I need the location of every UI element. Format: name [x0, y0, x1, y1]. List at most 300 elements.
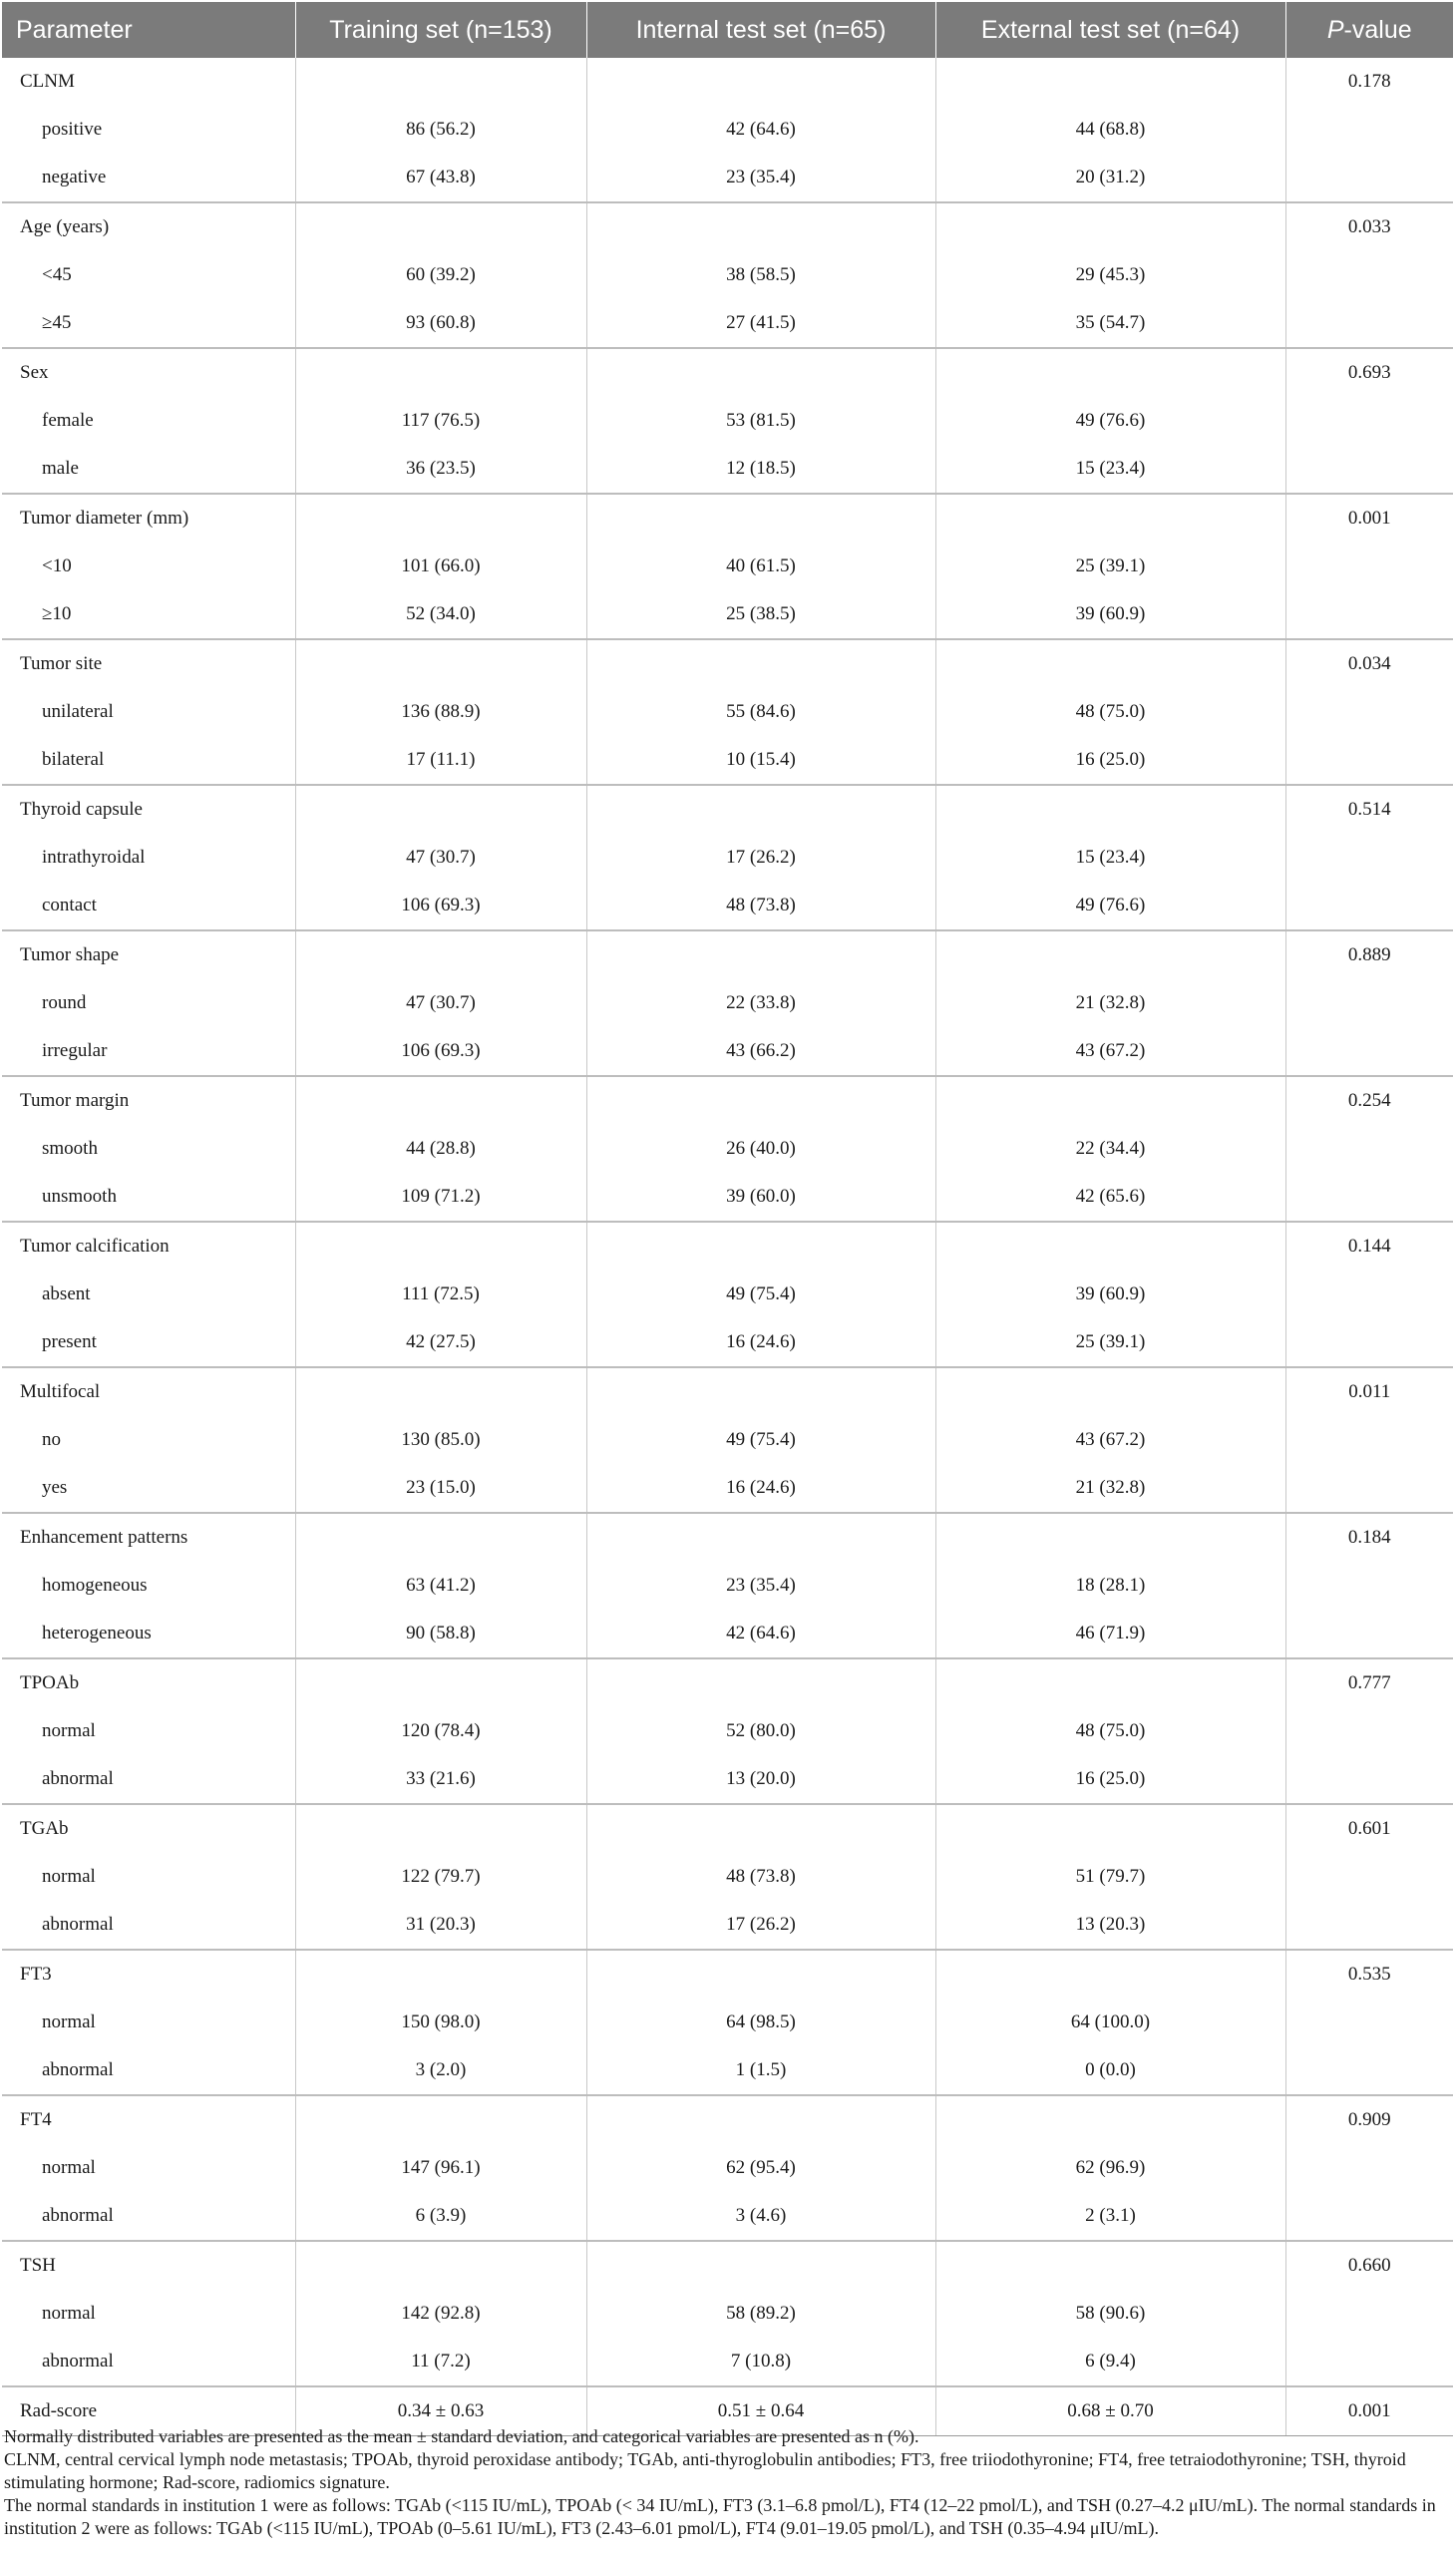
- table-row-subcategory: [2, 397, 1453, 445]
- cell-training: 42 (27.5): [295, 1318, 586, 1367]
- table-row-subcategory: [2, 2144, 1453, 2192]
- cell-training: [295, 930, 586, 979]
- cell-external: 39 (60.9): [935, 590, 1285, 639]
- cell-external: [935, 494, 1285, 543]
- cell-external: [935, 202, 1285, 251]
- cell-training: 6 (3.9): [295, 2192, 586, 2241]
- cell-p-value: 0.889: [1285, 930, 1453, 979]
- table-row-subcategory: [2, 1027, 1453, 1076]
- table-row-category: [2, 1513, 1453, 1562]
- cell-parameter: Age (years): [2, 202, 295, 251]
- cell-parameter: Enhancement patterns: [2, 1513, 295, 1562]
- table-row-subcategory: [2, 2338, 1453, 2386]
- table-row-subcategory: [2, 2192, 1453, 2241]
- cell-internal: [586, 202, 935, 251]
- cell-internal: 64 (98.5): [586, 1999, 935, 2046]
- table-row-category: [2, 2241, 1453, 2290]
- cell-external: 15 (23.4): [935, 445, 1285, 494]
- cell-parameter: Multifocal: [2, 1367, 295, 1416]
- cell-internal: 23 (35.4): [586, 1562, 935, 1610]
- cell-internal: 52 (80.0): [586, 1707, 935, 1755]
- table-row-subcategory: [2, 1464, 1453, 1513]
- cell-p-value: 0.535: [1285, 1950, 1453, 1999]
- table-row-category: [2, 1804, 1453, 1853]
- cell-training: 60 (39.2): [295, 251, 586, 299]
- cell-training: 17 (11.1): [295, 736, 586, 785]
- cell-training: 109 (71.2): [295, 1173, 586, 1222]
- cell-parameter: FT4: [2, 2095, 295, 2144]
- cell-p-value: [1285, 1416, 1453, 1464]
- cell-parameter: male: [2, 445, 295, 494]
- cell-training: 111 (72.5): [295, 1271, 586, 1318]
- cell-external: 2 (3.1): [935, 2192, 1285, 2241]
- cell-p-value: [1285, 2338, 1453, 2386]
- cell-p-value: [1285, 397, 1453, 445]
- cell-p-value: 0.001: [1285, 494, 1453, 543]
- footnote-2: CLNM, central cervical lymph node metastasis; TPOAb, thyroid peroxidase antibody; TGAb, anti-thyroglobulin antibodies; FT3, free triiodothyronine; FT4, free tetraiodothyronine; TSH, thyroid stimulating hormone; Rad-score, radiomics signature.: [4, 2449, 1406, 2492]
- table-row-subcategory: [2, 1416, 1453, 1464]
- cell-training: 47 (30.7): [295, 834, 586, 882]
- table-row-subcategory: [2, 1610, 1453, 1658]
- cell-training: 67 (43.8): [295, 154, 586, 202]
- cell-training: 0.34 ± 0.63: [295, 2386, 586, 2436]
- cell-internal: [586, 1658, 935, 1707]
- cell-internal: 3 (4.6): [586, 2192, 935, 2241]
- cell-internal: 23 (35.4): [586, 154, 935, 202]
- cell-external: [935, 2095, 1285, 2144]
- table-row-subcategory: [2, 106, 1453, 154]
- cell-internal: 38 (58.5): [586, 251, 935, 299]
- cell-external: [935, 58, 1285, 106]
- cell-external: [935, 2241, 1285, 2290]
- cell-external: [935, 930, 1285, 979]
- table-row-subcategory: [2, 445, 1453, 494]
- cell-parameter: no: [2, 1416, 295, 1464]
- cell-training: 52 (34.0): [295, 590, 586, 639]
- cell-internal: [586, 1367, 935, 1416]
- cell-external: [935, 1076, 1285, 1125]
- cell-parameter: TPOAb: [2, 1658, 295, 1707]
- cell-parameter: Tumor diameter (mm): [2, 494, 295, 543]
- cell-p-value: 0.693: [1285, 348, 1453, 397]
- cell-p-value: [1285, 299, 1453, 348]
- table-row-category: [2, 202, 1453, 251]
- cell-internal: [586, 1804, 935, 1853]
- cell-external: 46 (71.9): [935, 1610, 1285, 1658]
- table-row-subcategory: [2, 1125, 1453, 1173]
- cell-training: 120 (78.4): [295, 1707, 586, 1755]
- cell-training: 101 (66.0): [295, 543, 586, 590]
- cell-parameter: normal: [2, 2290, 295, 2338]
- cell-p-value: [1285, 2192, 1453, 2241]
- header-p-italic: P: [1326, 15, 1344, 44]
- cell-internal: 58 (89.2): [586, 2290, 935, 2338]
- cell-external: [935, 639, 1285, 688]
- cell-internal: 62 (95.4): [586, 2144, 935, 2192]
- cell-internal: 43 (66.2): [586, 1027, 935, 1076]
- cell-internal: 13 (20.0): [586, 1755, 935, 1804]
- cell-internal: [586, 2241, 935, 2290]
- cell-external: 64 (100.0): [935, 1999, 1285, 2046]
- table-row-subcategory: [2, 2290, 1453, 2338]
- cell-parameter: Thyroid capsule: [2, 785, 295, 834]
- cell-internal: 1 (1.5): [586, 2046, 935, 2095]
- cell-internal: 0.51 ± 0.64: [586, 2386, 935, 2436]
- cell-external: 16 (25.0): [935, 1755, 1285, 1804]
- cell-p-value: [1285, 834, 1453, 882]
- cell-external: 25 (39.1): [935, 1318, 1285, 1367]
- table-row-subcategory: [2, 979, 1453, 1027]
- cell-training: [295, 2095, 586, 2144]
- cell-p-value: [1285, 1610, 1453, 1658]
- cell-external: 15 (23.4): [935, 834, 1285, 882]
- cell-external: 42 (65.6): [935, 1173, 1285, 1222]
- cell-training: [295, 348, 586, 397]
- cell-parameter: unsmooth: [2, 1173, 295, 1222]
- header-training-set: Training set (n=153): [295, 2, 586, 58]
- footnote-3: The normal standards in institution 1 were as follows: TGAb (<115 IU/mL), TPOAb (< 34 IU/mL), FT3 (3.1–6.8 pmol/L), FT4 (12–22 pmol/L), and TSH (0.27–4.2 μIU/mL). The normal standards in institution 2 were as follows: TGAb (<115 IU/mL), TPOAb (0–5.61 IU/mL), FT3 (2.43–6.01 pmol/L), FT4 (9.01–19.05 pmol/L), and TSH (0.35–4.94 μIU/mL).: [4, 2495, 1436, 2538]
- cell-external: 21 (32.8): [935, 1464, 1285, 1513]
- cell-p-value: [1285, 543, 1453, 590]
- table-row-category: [2, 494, 1453, 543]
- table-body: [2, 58, 1453, 2436]
- cell-external: 22 (34.4): [935, 1125, 1285, 1173]
- cell-external: 6 (9.4): [935, 2338, 1285, 2386]
- header-p-value: [1285, 2, 1453, 58]
- cell-internal: 40 (61.5): [586, 543, 935, 590]
- cell-internal: 39 (60.0): [586, 1173, 935, 1222]
- cell-training: 150 (98.0): [295, 1999, 586, 2046]
- baseline-characteristics-table-container: [2, 2, 1453, 2436]
- cell-external: [935, 1222, 1285, 1271]
- table-row-subcategory: [2, 834, 1453, 882]
- cell-internal: 42 (64.6): [586, 106, 935, 154]
- table-row-subcategory: [2, 1271, 1453, 1318]
- cell-p-value: [1285, 154, 1453, 202]
- cell-external: [935, 1658, 1285, 1707]
- cell-internal: 53 (81.5): [586, 397, 935, 445]
- cell-internal: [586, 639, 935, 688]
- table-row-category: [2, 1658, 1453, 1707]
- cell-p-value: 0.777: [1285, 1658, 1453, 1707]
- cell-external: 25 (39.1): [935, 543, 1285, 590]
- cell-training: 142 (92.8): [295, 2290, 586, 2338]
- cell-external: 43 (67.2): [935, 1416, 1285, 1464]
- cell-parameter: Tumor margin: [2, 1076, 295, 1125]
- cell-parameter: abnormal: [2, 1755, 295, 1804]
- cell-parameter: Tumor calcification: [2, 1222, 295, 1271]
- table-row-category: [2, 639, 1453, 688]
- cell-p-value: [1285, 1999, 1453, 2046]
- cell-parameter: bilateral: [2, 736, 295, 785]
- cell-training: [295, 58, 586, 106]
- table-row-subcategory: [2, 688, 1453, 736]
- cell-external: 44 (68.8): [935, 106, 1285, 154]
- cell-p-value: [1285, 106, 1453, 154]
- cell-training: [295, 1950, 586, 1999]
- cell-p-value: [1285, 1562, 1453, 1610]
- cell-internal: 48 (73.8): [586, 1853, 935, 1901]
- table-row-subcategory: [2, 154, 1453, 202]
- cell-internal: [586, 2095, 935, 2144]
- cell-training: 11 (7.2): [295, 2338, 586, 2386]
- cell-internal: 12 (18.5): [586, 445, 935, 494]
- table-row-category: [2, 58, 1453, 106]
- cell-internal: 49 (75.4): [586, 1271, 935, 1318]
- cell-external: [935, 1950, 1285, 1999]
- cell-internal: [586, 1222, 935, 1271]
- cell-parameter: abnormal: [2, 1901, 295, 1950]
- cell-p-value: [1285, 688, 1453, 736]
- cell-parameter: abnormal: [2, 2192, 295, 2241]
- cell-parameter: normal: [2, 1707, 295, 1755]
- cell-external: 20 (31.2): [935, 154, 1285, 202]
- header-internal-test-set: Internal test set (n=65): [586, 2, 935, 58]
- cell-parameter: heterogeneous: [2, 1610, 295, 1658]
- cell-external: 62 (96.9): [935, 2144, 1285, 2192]
- table-row-subcategory: [2, 1318, 1453, 1367]
- cell-p-value: 0.601: [1285, 1804, 1453, 1853]
- cell-training: 44 (28.8): [295, 1125, 586, 1173]
- cell-internal: [586, 1513, 935, 1562]
- cell-parameter: round: [2, 979, 295, 1027]
- cell-p-value: 0.011: [1285, 1367, 1453, 1416]
- cell-parameter: normal: [2, 1999, 295, 2046]
- baseline-characteristics-table: [2, 2, 1453, 2436]
- cell-external: 35 (54.7): [935, 299, 1285, 348]
- cell-internal: 16 (24.6): [586, 1464, 935, 1513]
- cell-parameter: Tumor shape: [2, 930, 295, 979]
- table-row-subcategory: [2, 736, 1453, 785]
- table-row-subcategory: [2, 1755, 1453, 1804]
- cell-internal: 22 (33.8): [586, 979, 935, 1027]
- cell-p-value: 0.254: [1285, 1076, 1453, 1125]
- table-row-subcategory: [2, 1999, 1453, 2046]
- table-row-subcategory: [2, 1173, 1453, 1222]
- cell-training: [295, 494, 586, 543]
- cell-parameter: Rad-score: [2, 2386, 295, 2436]
- table-row-category: [2, 2095, 1453, 2144]
- cell-external: 39 (60.9): [935, 1271, 1285, 1318]
- cell-training: [295, 639, 586, 688]
- cell-p-value: 0.178: [1285, 58, 1453, 106]
- cell-p-value: 0.184: [1285, 1513, 1453, 1562]
- cell-p-value: 0.001: [1285, 2386, 1453, 2436]
- cell-p-value: 0.144: [1285, 1222, 1453, 1271]
- cell-training: 136 (88.9): [295, 688, 586, 736]
- table-row-subcategory: [2, 251, 1453, 299]
- cell-training: 122 (79.7): [295, 1853, 586, 1901]
- cell-external: 58 (90.6): [935, 2290, 1285, 2338]
- cell-p-value: [1285, 1901, 1453, 1950]
- cell-internal: 42 (64.6): [586, 1610, 935, 1658]
- header-external-test-set: External test set (n=64): [935, 2, 1285, 58]
- table-row-category: [2, 1367, 1453, 1416]
- cell-p-value: [1285, 1755, 1453, 1804]
- cell-internal: 7 (10.8): [586, 2338, 935, 2386]
- cell-p-value: [1285, 1271, 1453, 1318]
- cell-p-value: [1285, 1173, 1453, 1222]
- cell-training: 130 (85.0): [295, 1416, 586, 1464]
- cell-internal: [586, 58, 935, 106]
- table-row-subcategory: [2, 299, 1453, 348]
- cell-training: [295, 1367, 586, 1416]
- cell-training: 47 (30.7): [295, 979, 586, 1027]
- cell-training: 3 (2.0): [295, 2046, 586, 2095]
- table-row-category: [2, 1076, 1453, 1125]
- cell-p-value: [1285, 882, 1453, 930]
- table-row-category: [2, 785, 1453, 834]
- cell-training: [295, 1513, 586, 1562]
- cell-external: 18 (28.1): [935, 1562, 1285, 1610]
- cell-training: [295, 2241, 586, 2290]
- table-row-subcategory: [2, 882, 1453, 930]
- cell-p-value: [1285, 1707, 1453, 1755]
- cell-p-value: [1285, 736, 1453, 785]
- cell-training: [295, 785, 586, 834]
- cell-parameter: TSH: [2, 2241, 295, 2290]
- header-row: [2, 2, 1453, 58]
- cell-p-value: [1285, 979, 1453, 1027]
- cell-parameter: abnormal: [2, 2046, 295, 2095]
- table-row-category: [2, 1950, 1453, 1999]
- cell-external: 13 (20.3): [935, 1901, 1285, 1950]
- table-row-subcategory: [2, 590, 1453, 639]
- cell-training: 86 (56.2): [295, 106, 586, 154]
- cell-internal: [586, 1076, 935, 1125]
- cell-internal: 27 (41.5): [586, 299, 935, 348]
- cell-p-value: [1285, 445, 1453, 494]
- cell-parameter: homogeneous: [2, 1562, 295, 1610]
- cell-internal: 17 (26.2): [586, 834, 935, 882]
- cell-p-value: [1285, 251, 1453, 299]
- cell-external: [935, 1513, 1285, 1562]
- cell-internal: [586, 494, 935, 543]
- cell-parameter: female: [2, 397, 295, 445]
- cell-external: [935, 785, 1285, 834]
- cell-internal: 17 (26.2): [586, 1901, 935, 1950]
- cell-training: 33 (21.6): [295, 1755, 586, 1804]
- table-footnotes: [4, 2425, 1452, 2540]
- cell-training: [295, 1222, 586, 1271]
- cell-p-value: 0.514: [1285, 785, 1453, 834]
- table-row-subcategory: [2, 2046, 1453, 2095]
- cell-external: 29 (45.3): [935, 251, 1285, 299]
- cell-parameter: present: [2, 1318, 295, 1367]
- cell-parameter: normal: [2, 2144, 295, 2192]
- cell-internal: [586, 785, 935, 834]
- cell-training: 90 (58.8): [295, 1610, 586, 1658]
- cell-p-value: 0.660: [1285, 2241, 1453, 2290]
- cell-parameter: intrathyroidal: [2, 834, 295, 882]
- cell-p-value: [1285, 1853, 1453, 1901]
- cell-internal: [586, 930, 935, 979]
- cell-p-value: 0.034: [1285, 639, 1453, 688]
- cell-p-value: [1285, 1125, 1453, 1173]
- cell-training: [295, 1804, 586, 1853]
- cell-parameter: <45: [2, 251, 295, 299]
- cell-p-value: [1285, 2046, 1453, 2095]
- cell-p-value: 0.033: [1285, 202, 1453, 251]
- cell-p-value: [1285, 2290, 1453, 2338]
- cell-p-value: [1285, 1318, 1453, 1367]
- cell-external: 48 (75.0): [935, 688, 1285, 736]
- cell-p-value: [1285, 1027, 1453, 1076]
- table-row-category: [2, 930, 1453, 979]
- table-row-subcategory: [2, 1562, 1453, 1610]
- cell-parameter: ≥10: [2, 590, 295, 639]
- cell-training: 117 (76.5): [295, 397, 586, 445]
- cell-internal: [586, 348, 935, 397]
- cell-parameter: ≥45: [2, 299, 295, 348]
- cell-external: [935, 1804, 1285, 1853]
- cell-parameter: <10: [2, 543, 295, 590]
- cell-external: [935, 1367, 1285, 1416]
- table-row-subcategory: [2, 1707, 1453, 1755]
- cell-training: [295, 1658, 586, 1707]
- cell-external: 49 (76.6): [935, 397, 1285, 445]
- cell-internal: [586, 1950, 935, 1999]
- cell-internal: 26 (40.0): [586, 1125, 935, 1173]
- cell-parameter: CLNM: [2, 58, 295, 106]
- cell-training: 106 (69.3): [295, 1027, 586, 1076]
- cell-training: 36 (23.5): [295, 445, 586, 494]
- cell-parameter: irregular: [2, 1027, 295, 1076]
- cell-training: [295, 1076, 586, 1125]
- cell-internal: 49 (75.4): [586, 1416, 935, 1464]
- table-row-subcategory: [2, 543, 1453, 590]
- cell-training: 23 (15.0): [295, 1464, 586, 1513]
- cell-parameter: Sex: [2, 348, 295, 397]
- table-row-subcategory: [2, 1901, 1453, 1950]
- cell-training: 147 (96.1): [295, 2144, 586, 2192]
- cell-training: 63 (41.2): [295, 1562, 586, 1610]
- cell-p-value: 0.909: [1285, 2095, 1453, 2144]
- table-row-category: [2, 1222, 1453, 1271]
- cell-internal: 25 (38.5): [586, 590, 935, 639]
- cell-parameter: negative: [2, 154, 295, 202]
- table-header: [2, 2, 1453, 58]
- table-row-category: [2, 348, 1453, 397]
- cell-training: 106 (69.3): [295, 882, 586, 930]
- header-parameter: Parameter: [2, 2, 295, 58]
- cell-parameter: unilateral: [2, 688, 295, 736]
- cell-parameter: smooth: [2, 1125, 295, 1173]
- header-p-suffix: -value: [1343, 15, 1412, 44]
- cell-parameter: contact: [2, 882, 295, 930]
- cell-internal: 55 (84.6): [586, 688, 935, 736]
- cell-p-value: [1285, 590, 1453, 639]
- cell-parameter: abnormal: [2, 2338, 295, 2386]
- cell-parameter: FT3: [2, 1950, 295, 1999]
- cell-p-value: [1285, 1464, 1453, 1513]
- cell-parameter: Tumor site: [2, 639, 295, 688]
- cell-external: 49 (76.6): [935, 882, 1285, 930]
- cell-parameter: positive: [2, 106, 295, 154]
- cell-parameter: absent: [2, 1271, 295, 1318]
- cell-parameter: yes: [2, 1464, 295, 1513]
- table-row-subcategory: [2, 1853, 1453, 1901]
- cell-parameter: normal: [2, 1853, 295, 1901]
- cell-external: 0.68 ± 0.70: [935, 2386, 1285, 2436]
- cell-training: 31 (20.3): [295, 1901, 586, 1950]
- cell-external: 21 (32.8): [935, 979, 1285, 1027]
- cell-training: [295, 202, 586, 251]
- cell-training: 93 (60.8): [295, 299, 586, 348]
- cell-parameter: TGAb: [2, 1804, 295, 1853]
- cell-internal: 10 (15.4): [586, 736, 935, 785]
- cell-external: 0 (0.0): [935, 2046, 1285, 2095]
